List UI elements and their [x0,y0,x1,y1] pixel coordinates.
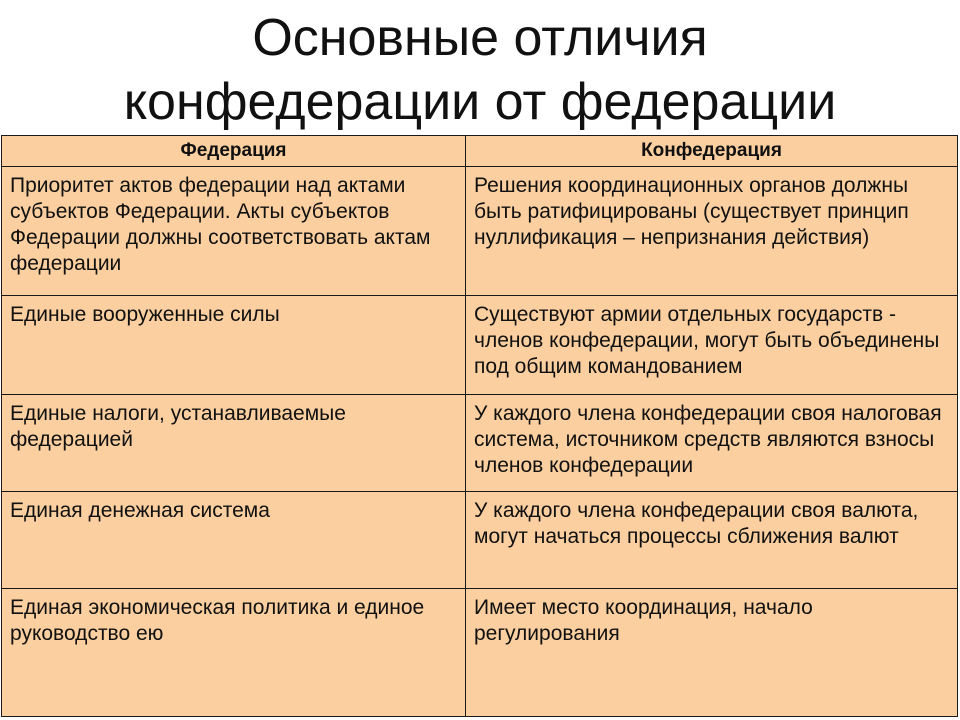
confederation-cell: Решения координационных органов должны быть ратифицированы (существует принцип нуллификация – непризнания действия) [466,167,958,296]
federation-cell: Единая экономическая политика и единое руководство ею [2,589,466,717]
table-row [2,492,958,589]
table-row [2,167,958,296]
slide-title: Основные отличия конфедерации от федерации [123,9,837,131]
header-confederation: Конфедерация [466,136,958,167]
federation-cell: Единая денежная система [2,492,466,589]
table-row [2,589,958,717]
table-row [2,296,958,395]
comparison-table-container [1,135,957,717]
table-row [2,395,958,492]
confederation-cell: Существуют армии отдельных государств - членов конфедерации, могут быть объединены под общим командованием [466,296,958,395]
confederation-cell: У каждого члена конфедерации своя налоговая система, источником средств являются взносы членов конфедерации [466,395,958,492]
table-header-row [2,136,958,167]
federation-cell: Единые вооруженные силы [2,296,466,395]
confederation-cell: У каждого члена конфедерации своя валюта, могут начаться процессы сближения валют [466,492,958,589]
header-federation: Федерация [2,136,466,167]
comparison-table [1,135,958,717]
federation-cell: Приоритет актов федерации над актами субъектов Федерации. Акты субъектов Федерации должны соответствовать актам федерации [2,167,466,296]
federation-cell: Единые налоги, устанавливаемые федерацией [2,395,466,492]
confederation-cell: Имеет место координация, начало регулирования [466,589,958,717]
